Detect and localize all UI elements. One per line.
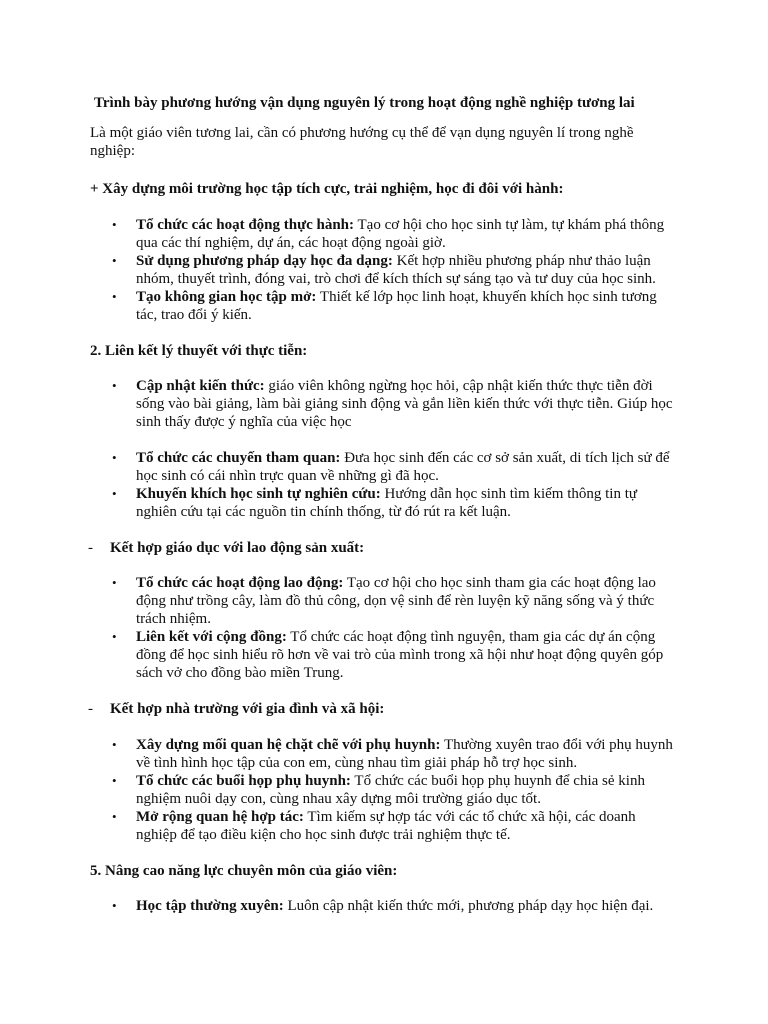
bullet-icon: • [112, 773, 117, 788]
document-title: Trình bày phương hướng vận dụng nguyên lý trong hoạt động nghề nghiệp tương lai [94, 95, 635, 111]
section-4-list [90, 736, 680, 844]
section-4-heading: - Kết hợp nhà trường với gia đình và xã hội: [88, 701, 385, 717]
list-item: • Khuyến khích học sinh tự nghiên cứu: Hướng dẫn học sinh tìm kiếm thông tin tự nghiên cứu tại các nguồn tin chính thống, từ đó rút ra kết luận. [112, 486, 638, 520]
bullet-icon: • [112, 737, 117, 752]
list-item: • Xây dựng mối quan hệ chặt chẽ với phụ huynh: Thường xuyên trao đổi với phụ huynh về tình hình học tập của con em, cùng nhau tìm giải pháp hỗ trợ học sinh. [112, 737, 673, 771]
section-1-list [90, 216, 680, 324]
section-3-list [90, 574, 680, 682]
section-1-heading: + Xây dựng môi trường học tập tích cực, trải nghiệm, học đi đôi với hành: [90, 181, 564, 197]
section-2-list-a [90, 377, 680, 431]
bullet-icon: • [112, 289, 117, 304]
list-item: • Học tập thường xuyên: Luôn cập nhật kiến thức mới, phương pháp dạy học hiện đại. [112, 898, 654, 914]
bullet-icon: • [112, 253, 117, 268]
list-item: • Tổ chức các hoạt động thực hành: Tạo cơ hội cho học sinh tự làm, tự khám phá thông qua các thí nghiệm, dự án, các hoạt động ngoài giờ. [112, 217, 665, 251]
list-item: • Tạo không gian học tập mở: Thiết kế lớp học linh hoạt, khuyến khích học sinh tương tác, trao đổi ý kiến. [112, 289, 657, 323]
section-2-list-b [90, 449, 680, 521]
bullet-icon: • [112, 629, 117, 644]
section-2-heading: 2. Liên kết lý thuyết với thực tiễn: [90, 343, 308, 359]
bullet-icon: • [112, 486, 117, 501]
list-item: • Tổ chức các chuyến tham quan: Đưa học sinh đến các cơ sở sản xuất, di tích lịch sử để học sinh có cái nhìn trực quan về những gì đã học. [112, 450, 670, 484]
intro-paragraph: Là một giáo viên tương lai, cần có phương hướng cụ thể để vạn dụng nguyên lí trong nghề nghiệp: [90, 125, 634, 159]
bullet-icon: • [112, 217, 117, 232]
bullet-icon: • [112, 898, 117, 913]
list-item: • Tổ chức các hoạt động lao động: Tạo cơ hội cho học sinh tham gia các hoạt động lao động như trồng cây, làm đồ thủ công, dọn vệ sinh để rèn luyện kỹ năng sống và ý thức trách nhiệm. [112, 575, 656, 627]
list-item: • Mở rộng quan hệ hợp tác: Tìm kiếm sự hợp tác với các tổ chức xã hội, các doanh nghiệp để tạo điều kiện cho học sinh được trải nghiệm thực tế. [112, 809, 636, 843]
list-item: • Sử dụng phương pháp dạy học đa dạng: Kết hợp nhiều phương pháp như thảo luận nhóm, thuyết trình, đóng vai, trò chơi để kích thích sự sáng tạo và tư duy của học sinh. [112, 253, 656, 287]
list-item: • Liên kết với cộng đồng: Tổ chức các hoạt động tình nguyện, tham gia các dự án cộng đồng để học sinh hiểu rõ hơn về vai trò của mình trong xã hội như hoạt động quyên góp sách vở cho đồng bào miền Trung. [112, 629, 664, 681]
section-5-list [90, 897, 680, 915]
bullet-icon: • [112, 575, 117, 590]
list-item: • Cập nhật kiến thức: giáo viên không ngừng học hỏi, cập nhật kiến thức thực tiễn đời sống vào bài giảng, làm bài giảng sinh động và gắn liền kiến thức với thực tiễn. Giúp học sinh thấy được ý nghĩa của việc học [112, 378, 673, 430]
bullet-icon: • [112, 809, 117, 824]
list-item: • Tổ chức các buổi họp phụ huynh: Tổ chức các buổi họp phụ huynh để chia sẻ kinh nghiệm nuôi dạy con, cùng nhau xây dựng môi trường giáo dục tốt. [112, 773, 645, 807]
bullet-icon: • [112, 450, 117, 465]
section-3-heading: - Kết hợp giáo dục với lao động sản xuất: [88, 540, 365, 556]
bullet-icon: • [112, 378, 117, 393]
section-5-heading: 5. Nâng cao năng lực chuyên môn của giáo viên: [90, 863, 398, 879]
